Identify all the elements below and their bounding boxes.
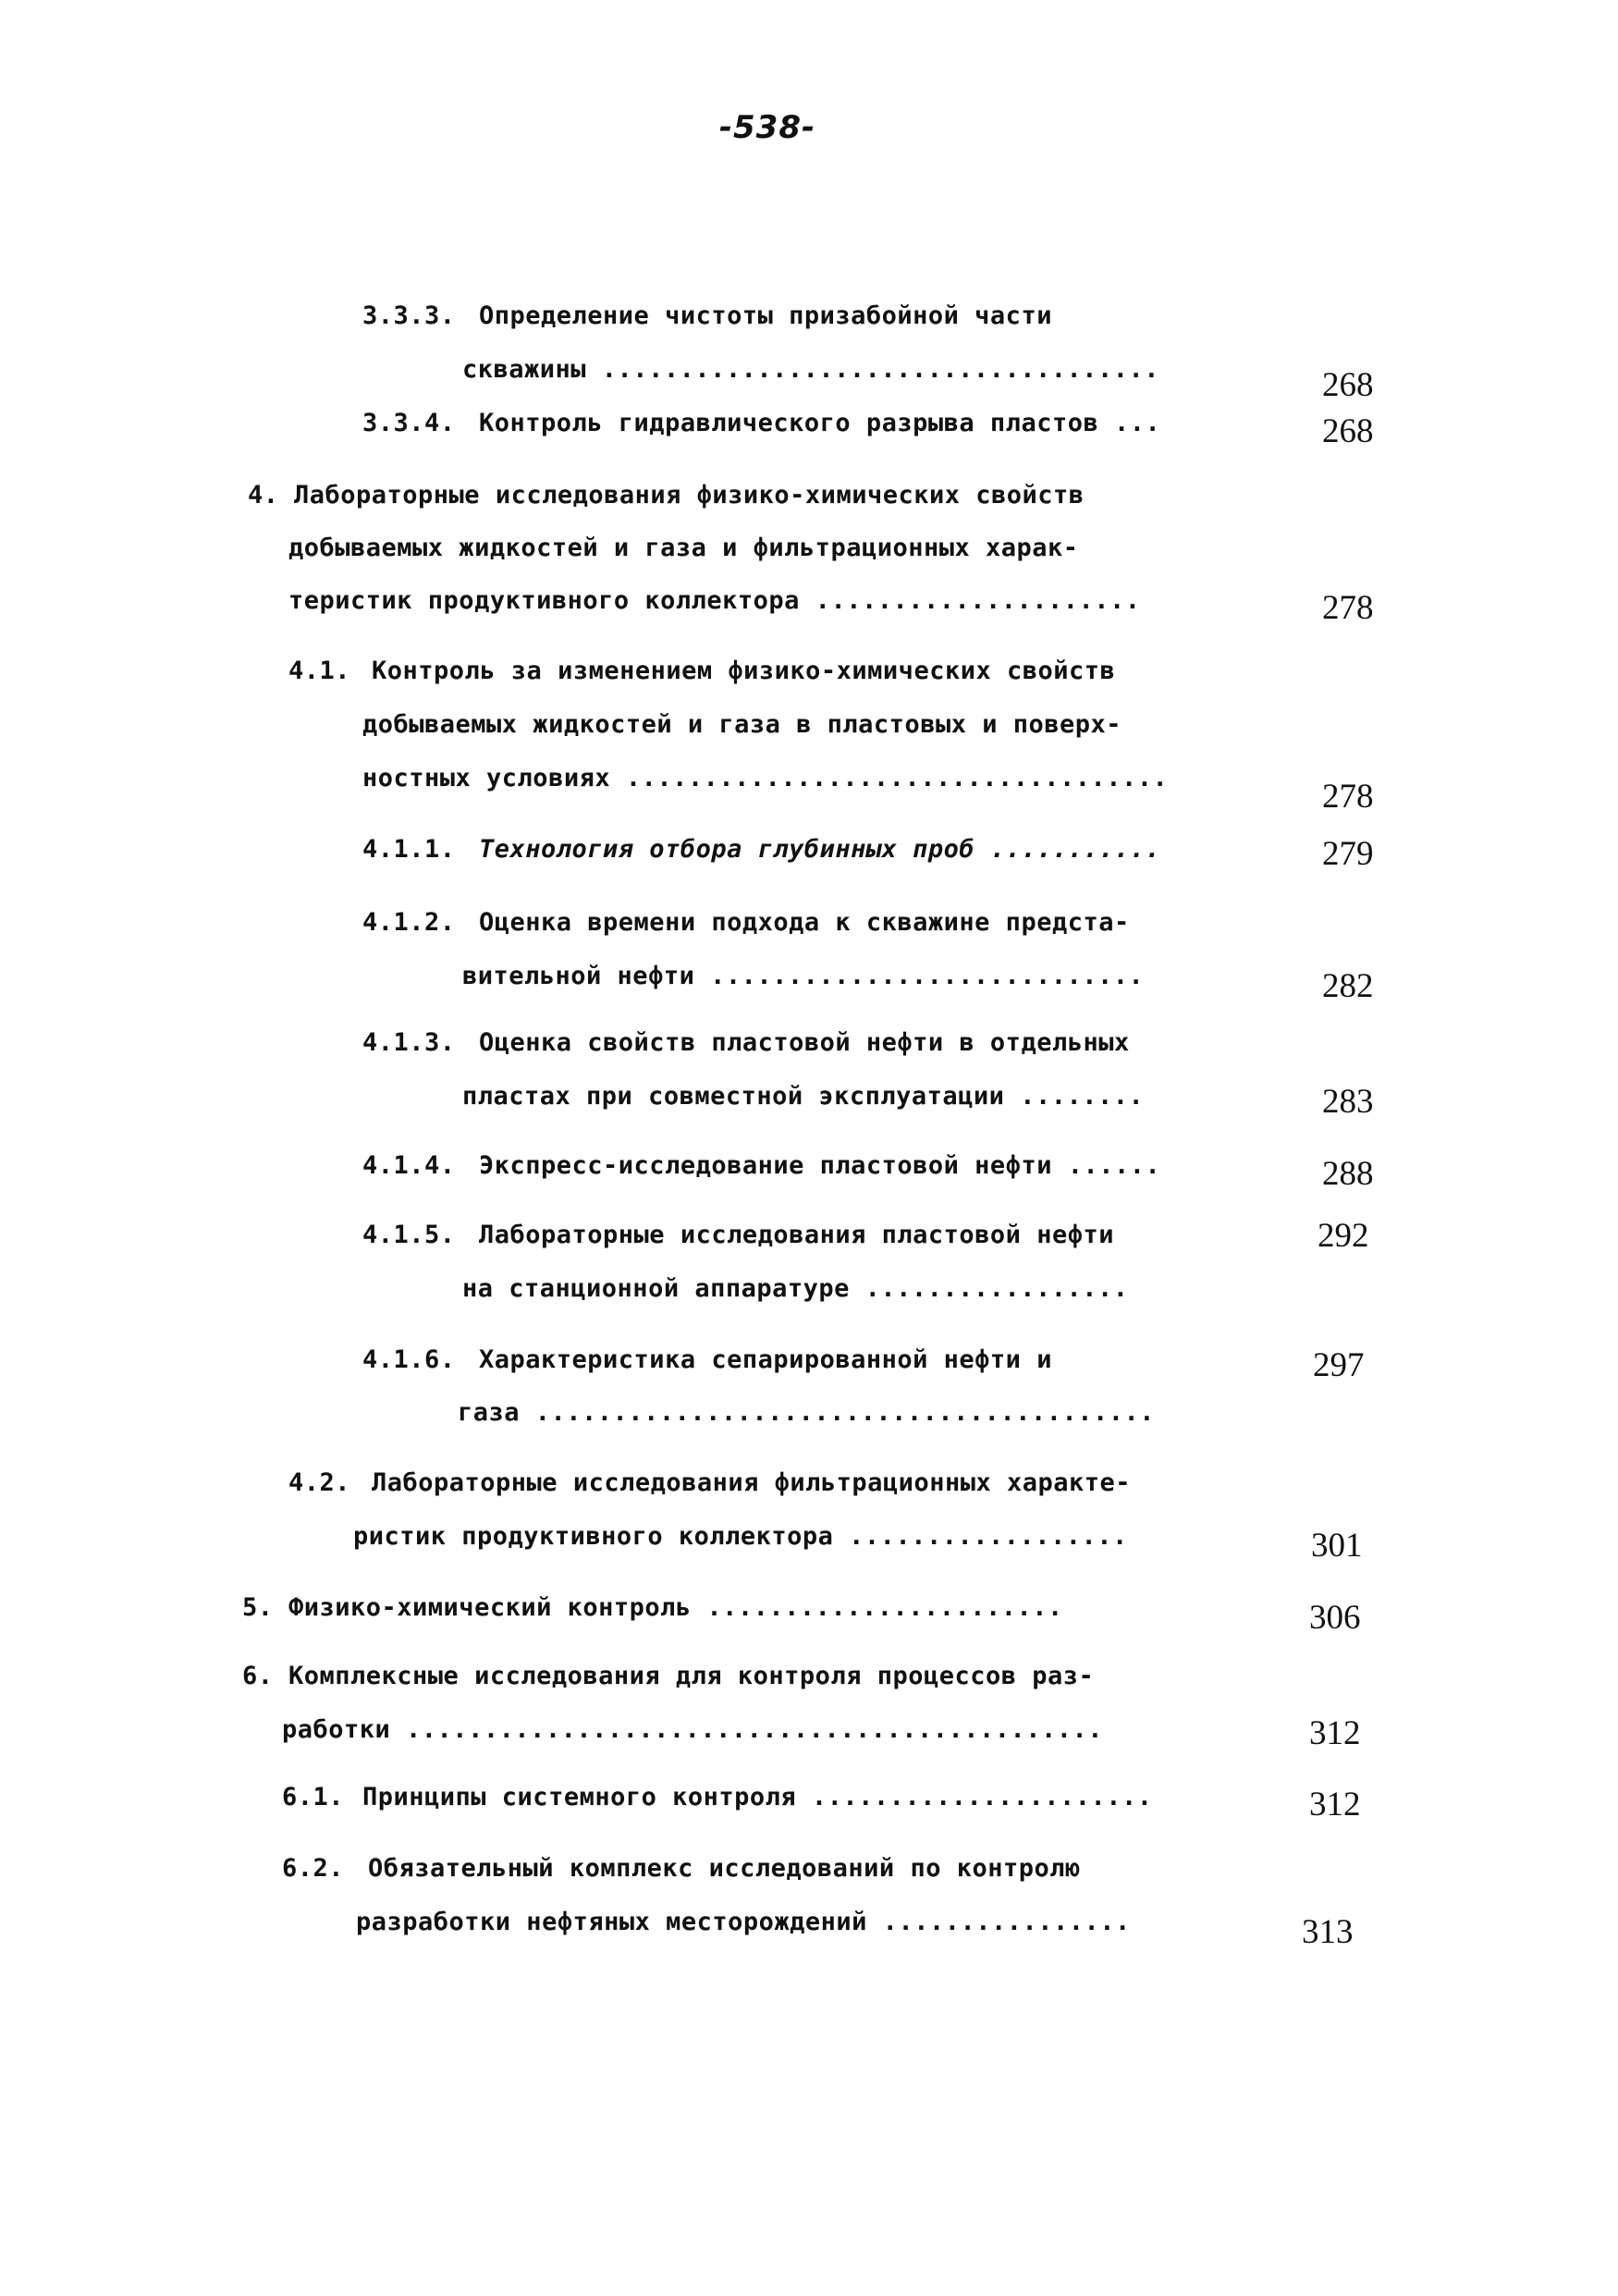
toc-title-line: Оценка времени подхода к скважине предста- <box>479 908 1130 937</box>
toc-page: 297 <box>1313 1346 1365 1384</box>
toc-number: 3.3.3. <box>362 301 456 330</box>
toc-number: 4.1.4. <box>362 1151 456 1180</box>
toc-page: 301 <box>1311 1527 1363 1565</box>
toc-title-line: ностных условиях ................................... <box>362 764 1169 792</box>
toc-title-line: газа ........................................ <box>458 1398 1155 1427</box>
toc-number: 4.1.1. <box>362 835 456 864</box>
toc-page: 312 <box>1309 1786 1361 1823</box>
toc-page: 278 <box>1322 778 1374 816</box>
toc-title-line: вительной нефти ............................ <box>462 962 1145 990</box>
toc-title-line: на станционной аппаратуре ................. <box>462 1274 1129 1303</box>
toc-title-line: теристик продуктивного коллектора ..................... <box>288 586 1141 615</box>
toc-page: 313 <box>1302 1913 1354 1951</box>
toc-title-line: скважины .................................... <box>462 355 1159 384</box>
toc-number: 4. <box>248 481 279 510</box>
toc-title-line: Лабораторные исследования физико-химических свойств <box>294 481 1085 510</box>
toc-title-line: добываемых жидкостей и газа и фильтрационных харак- <box>288 534 1079 562</box>
toc-page: 279 <box>1322 835 1374 873</box>
toc-title-line: Комплексные исследования для контроля процессов раз- <box>288 1662 1095 1690</box>
toc-title-line: Оценка свойств пластовой нефти в отдельных <box>479 1028 1130 1057</box>
toc-number: 5. <box>242 1593 274 1622</box>
toc-title-line: Принципы системного контроля ...................... <box>362 1783 1153 1811</box>
toc-title-line: пластах при совместной эксплуатации ........ <box>462 1082 1145 1111</box>
toc-title-line: Контроль гидравлического разрыва пластов ... <box>479 409 1161 437</box>
toc-title-line: добываемых жидкостей и газа в пластовых и поверх- <box>362 710 1122 739</box>
toc-title-line: Лабораторные исследования фильтрационных характе- <box>372 1468 1132 1497</box>
toc-page: 278 <box>1322 589 1374 627</box>
toc-page: 283 <box>1322 1083 1374 1121</box>
toc-title-line: Характеристика сепарированной нефти и <box>479 1345 1052 1374</box>
toc-page: 282 <box>1322 967 1374 1005</box>
toc-title-line: Лабораторные исследования пластовой нефти <box>479 1221 1114 1249</box>
toc-number: 4.1.2. <box>362 908 456 937</box>
toc-title-line: ристик продуктивного коллектора .................. <box>353 1522 1128 1551</box>
page-number: -538- <box>718 109 816 146</box>
toc-title-line: разработки нефтяных месторождений ................ <box>356 1908 1131 1936</box>
toc-number: 4.1. <box>288 657 351 685</box>
toc-number: 6. <box>242 1662 274 1690</box>
toc-page: 312 <box>1309 1714 1361 1752</box>
toc-page: 288 <box>1322 1155 1374 1193</box>
toc-number: 4.1.3. <box>362 1028 456 1057</box>
toc-page: 268 <box>1322 366 1374 404</box>
toc-number: 4.2. <box>288 1468 351 1497</box>
toc-page: 306 <box>1309 1599 1361 1637</box>
toc-title-line: Технология отбора глубинных проб ........... <box>479 835 1161 864</box>
toc-page: 268 <box>1322 412 1374 450</box>
toc-number: 4.1.5. <box>362 1221 456 1249</box>
toc-number: 6.2. <box>282 1854 345 1883</box>
toc-title-line: Определение чистоты призабойной части <box>479 301 1052 330</box>
toc-title-line: Физико-химический контроль ....................... <box>288 1593 1063 1622</box>
toc-title-line: Обязательный комплекс исследований по контролю <box>368 1854 1081 1883</box>
toc-number: 3.3.4. <box>362 409 456 437</box>
toc-page: 292 <box>1318 1217 1369 1255</box>
toc-title-line: работки ............................................. <box>282 1715 1104 1744</box>
toc-number: 6.1. <box>282 1783 345 1811</box>
toc-title-line: Контроль за изменением физико-химических свойств <box>372 657 1116 685</box>
toc-title-line: Экспресс-исследование пластовой нефти ...... <box>479 1151 1161 1180</box>
toc-number: 4.1.6. <box>362 1345 456 1374</box>
